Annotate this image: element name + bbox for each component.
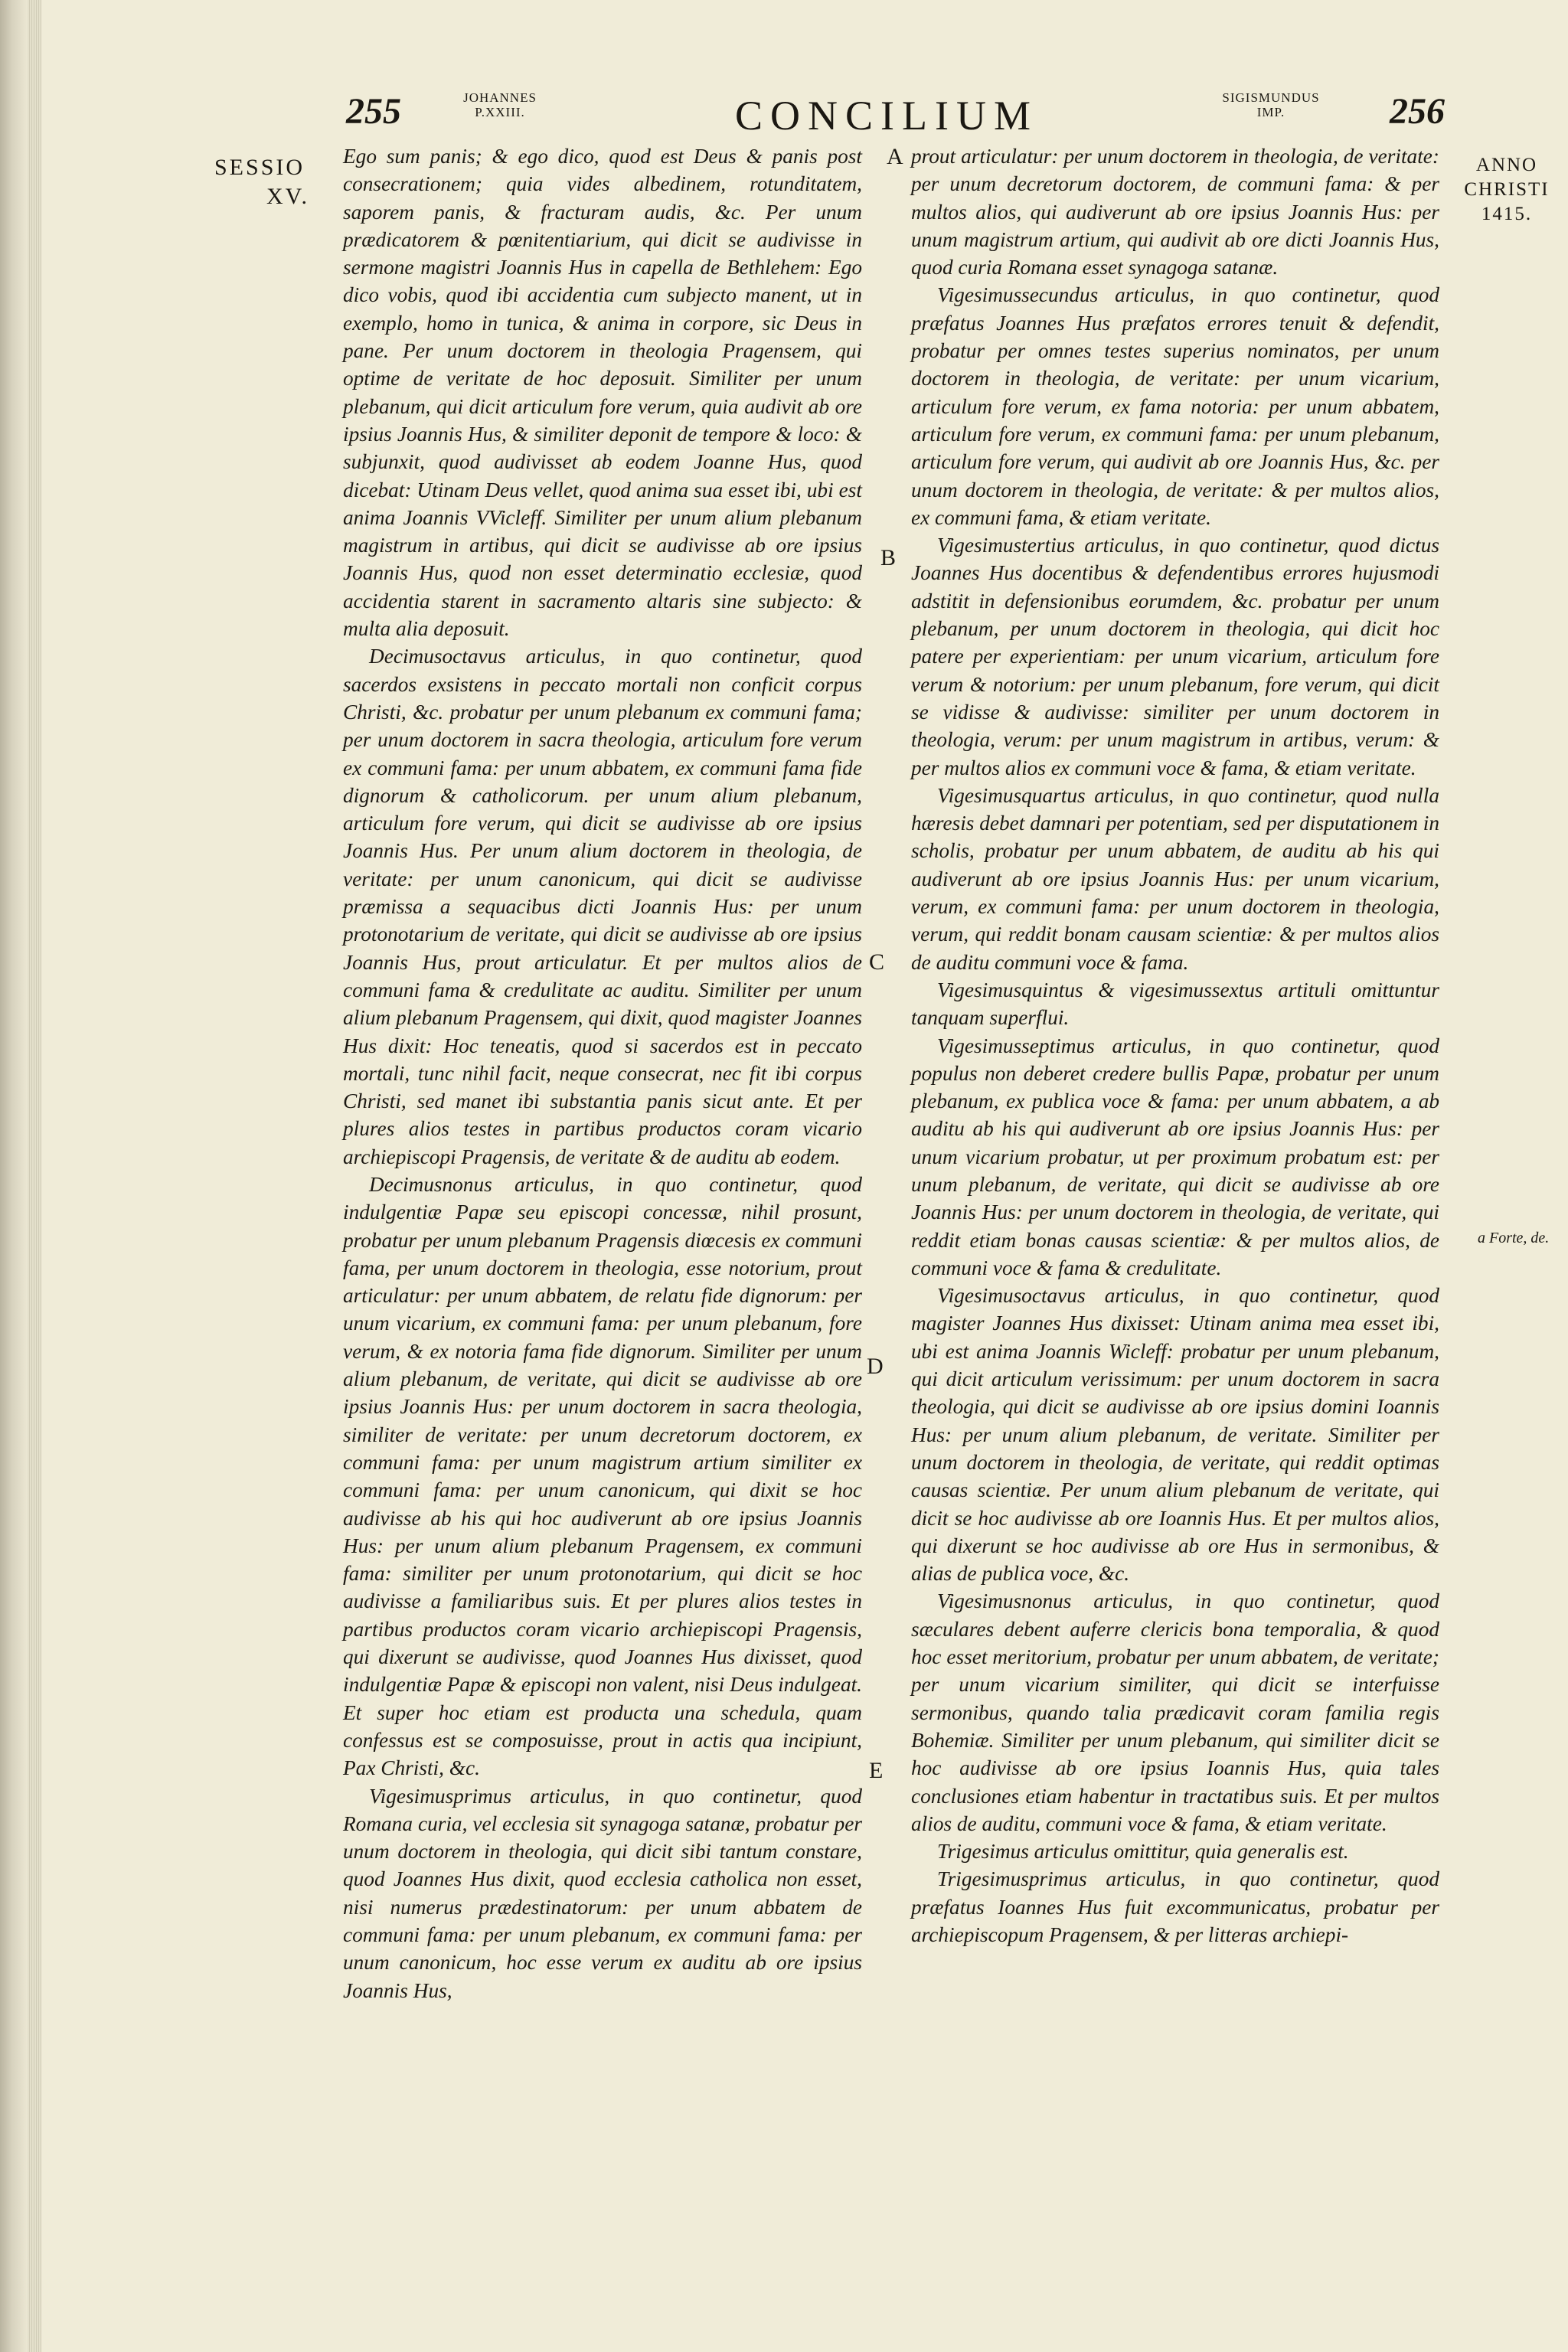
right-runner-line: SIGISMUNDUS (1222, 90, 1320, 105)
year-number: 1415. (1481, 204, 1533, 224)
right-runner-line: IMP. (1256, 105, 1285, 119)
margin-note: a Forte, de. (1478, 1230, 1550, 1246)
left-runner-line: JOHANNES (463, 90, 537, 105)
left-text-column (343, 142, 862, 2004)
session-margin-label (214, 153, 329, 211)
paragraph: Trigesimus articulus omittitur, quia generalis est. (937, 1840, 1349, 1864)
section-mark-d: D (867, 1354, 884, 1379)
section-mark-a: A (887, 144, 903, 169)
page-header (0, 83, 1568, 144)
paragraph: prout articulatur: per unum doctorem in theologia, de veritate: per unum decretorum doctorem, de communi fama: & per multos alios, qui audiverunt ab ore ipsius Joannis Hus: per unum magistrum artium, qui audivit ab ore dicti Joannis Hus, quod curia Romana esset synagoga satanæ. (911, 145, 1439, 279)
right-running-head (1217, 90, 1325, 119)
section-mark-b: B (880, 545, 897, 570)
book-spine (0, 0, 28, 2352)
paragraph: Decimusoctavus articulus, in quo continetur, quod sacerdos exsistens in peccato mortali non conficit corpus Christi, &c. probatur per unum plebanum ex communi fama; per unum doctorem in sacra theologia, articulum fore verum ex communi fama: per unum abbatem, ex communi fama fide dignorum & catholicorum. per unum alium plebanum, articulum fore verum, qui dicit se audivisse ab ore ipsius Joannis Hus. Per unum alium doctorem in theologia, de veritate: per unum canonicum, qui dicit se audivisse præmissa a sequacibus dicti Joannis Hus: per unum protonotarium de veritate, qui dicit se audivisse ab ore ipsius Joannis Hus, prout articulatur. Et per multos alios de communi fama & credulitate ac auditu. Similiter per unum alium plebanum Pragensem, qui dixit, quod magister Joannes Hus dixit: Hoc teneatis, quod si sacerdos est in peccato mortali, tunc nihil facit, neque consecrat, nec fit ibi corpus Christi, sed manet ibi substantia panis sicut ante. Et per plures alios testes in partibus productos coram vicario archiepiscopi Pragensis, de veritate & de auditu ab eodem. (343, 645, 862, 1168)
page-title: CONCILIUM (735, 93, 1038, 139)
left-running-head (458, 90, 542, 119)
christi-word: CHRISTI (1464, 179, 1550, 200)
section-mark-c: C (869, 949, 885, 975)
paragraph: Trigesimusprimus articulus, in quo continetur, quod præfatus Ioannes Hus fuit excommunicatus, probatur per archiepiscopum Pragensem, & per litteras archiepi- (911, 1867, 1439, 1946)
anno-word: ANNO (1475, 155, 1538, 175)
page-edge (28, 0, 41, 2352)
right-text-column (911, 142, 1439, 1949)
left-page-number: 255 (346, 91, 401, 132)
right-page-number: 256 (1390, 91, 1445, 132)
left-runner-line: P.XXIII. (475, 105, 525, 119)
section-mark-e: E (869, 1758, 884, 1783)
paragraph: Vigesimusquartus articulus, in quo continetur, quod nulla hæresis debet damnari per potentiam, sed per disputationem in scholis, probatur per unum abbatem, de auditu ab his qui audiverunt ab ore ipsius Joannis Hus: per unum vicarium, verum, ex communi fama: per unum doctorem in theologia, verum, qui reddit bonam causam scientiæ: & per multos alios de auditu communi voce & fama. (911, 783, 1439, 974)
paragraph: Vigesimussecundus articulus, in quo continetur, quod præfatus Joannes Hus præfatos errores tenuit & defendit, probatur per omnes testes superius nominatos, per unum doctorem in theologia, de veritate: per unum vicarium, articulum fore verum, ex fama notoria: per unum abbatem, articulum fore verum, ex communi fama: per unum plebanum, articulum fore verum, qui audivit ab ore Joannis Hus, &c. per unum doctorem in theologia, de veritate: & per multos alios, ex communi fama, & etiam veritate. (911, 283, 1439, 529)
paragraph: Vigesimusquintus & vigesimussextus artituli omittuntur tanquam superflui. (911, 978, 1439, 1030)
paragraph: Vigesimusnonus articulus, in quo continetur, quod sæculares debent auferre clericis bona temporalia, & quod hoc esset meritorium, probatur per unum abbatem, de veritate; per unum vicarium similiter, qui dicit se interfuisse sermonibus, quando talia prædicavit coram familia regis Bohemiæ. Similiter per unum plebanum, qui similiter dicit se hoc audivisse ab ore ipsius Ioannis Hus, quia tales conclusiones etiam habentur in tractatibus suis. Et per multos alios de auditu, communi voce & fama, & etiam veritate. (911, 1589, 1439, 1835)
paragraph: Vigesimusseptimus articulus, in quo continetur, quod populus non deberet credere bullis Papæ, probatur per unum plebanum, ex publica voce & fama: per unum abbatem, a ab auditu ab his qui audiverunt ab ore ipsius Joannis Hus: per unum vicarium probatur, ut per proximum probatum est: per unum plebanum, de veritate, qui dicit se audivisse ab ore Joannis Hus: per unum doctorem in theologia, de veritate, qui reddit etiam bonas causas scientiæ: & per multos alios, de communi voce & fama & credulitate. (911, 1034, 1439, 1279)
paragraph: Decimusnonus articulus, in quo continetur, quod indulgentiæ Papæ seu episcopi concessæ, nihil prosunt, probatur per unum plebanum Pragensis diœcesis ex communi fama, per unum doctorem in theologia, esse notorium, prout articulatur: per unum abbatem, de relatu fide dignorum: per unum vicarium, ex communi fama: per unum plebanum, fore verum, & ex notoria fama fide dignorum. Similiter per unum alium plebanum, de veritate, qui dicit se audivisse ab ore ipsius Joannis Hus: per unum doctorem in sacra theologia, similiter de veritate: per unum decretorum doctorem, ex communi fama: per unum magistrum artium similiter ex communi fama: per unum canonicum, qui dixit se hoc audivisse ab his qui hoc audiverunt ab ore ipsius Joannis Hus: per unum alium plebanum Pragensem, ex communi fama: similiter per unum protonotarium, qui dicit se hoc audivisse a familiaribus suis. Et per plures alios testes in partibus productos coram vicario archiepiscopi Pragensis, qui dixerunt se audivisse, quod Joannes Hus dixisset, quod indulgentiæ Papæ & episcopi non valent, nisi Deus indulgeat. Et super hoc etiam est producta una schedula, quam confessus est se composuisse, prout in actis qua incipiunt, Pax Christi, &c. (343, 1172, 862, 1780)
paragraph: Vigesimusprimus articulus, in quo continetur, quod Romana curia, vel ecclesia sit synagoga satanæ, probatur per unum doctorem in theologia, qui dicit sibi tantum constare, quod Joannes Hus dixit, quod ecclesia catholica non esset, nisi numerus prædestinatorum: per unum abbatem de communi fama: per unum plebanum, ex communi fama: per unum canonicum, hoc esse verum ex auditu ab ore ipsius Joannis Hus, (343, 1784, 862, 2002)
paragraph: Vigesimustertius articulus, in quo continetur, quod dictus Joannes Hus docentibus & defendentibus errores hujusmodi adstitit in defensionibus eorumdem, &c. probatur per unum plebanum, per unum doctorem in theologia, qui dicit hoc patere per experientiam: per unum vicarium, articulum fore verum & notorium: per unum plebanum, fore verum, qui dicit se vidisse & audivisse: similiter per unum doctorem in theologia, verum: per unum magistrum in artibus, verum: & per multos alios ex communi voce & fama, & etiam veritate. (911, 534, 1439, 779)
year-margin-label (1453, 153, 1560, 227)
paragraph: Ego sum panis; & ego dico, quod est Deus & panis post consecrationem; quia vides albedinem, rotunditatem, saporem panis, & fracturam audis, &c. Per unum prædicatorem & pœnitentiarium, qui dicit se audivisse in sermone magistri Joannis Hus in capella de Bethlehem: Ego dico vobis, quod ibi accidentia cum subjecto manent, ut in exemplo, homo in tunica, & anima in corpore, sic Deus in pane. Per unum doctorem in theologia Pragensem, qui optime de veritate de hoc deposuit. Similiter per unum plebanum, qui dicit articulum fore verum, quia audivit ab ore ipsius Joannis Hus, & similiter deponit de tempore & loco: & subjunxit, quod audivisset ab eodem Joanne Hus, quod dicebat: Utinam Deus vellet, quod anima sua esset ibi, ubi est anima Joannis VVicleff. Similiter per unum alium plebanum magistrum in artibus, qui dicit se audivisse ab ore ipsius Joannis Hus, quod non esset determinatio ecclesiæ, quod accidentia starent in sacramento altaris sine subjecto: & multa alia deposuit. (343, 145, 862, 641)
session-word: SESSIO (214, 155, 305, 180)
paragraph: Vigesimusoctavus articulus, in quo continetur, quod magister Joannes Hus dixisset: Utinam anima mea esset ibi, ubi est anima Joannis Wicleff: probatur per unum plebanum, qui dicit articulum verissimum: per unum doctorem in sacra theologia, qui dicit se audivisse ab ore ipsius domini Ioannis Hus: per unum alium plebanum, de veritate. Similiter per unum doctorem in theologia, de veritate, qui reddit optimas causas scientiæ. Per unum alium plebanum de veritate, qui dicit se hoc audivisse ab ore Ioannis Hus. Et per multos alios, qui dixerunt se hoc audivisse ab ore Hus in sermonibus, & alias de publica voce, &c. (911, 1284, 1439, 1586)
session-number: XV. (266, 184, 309, 209)
